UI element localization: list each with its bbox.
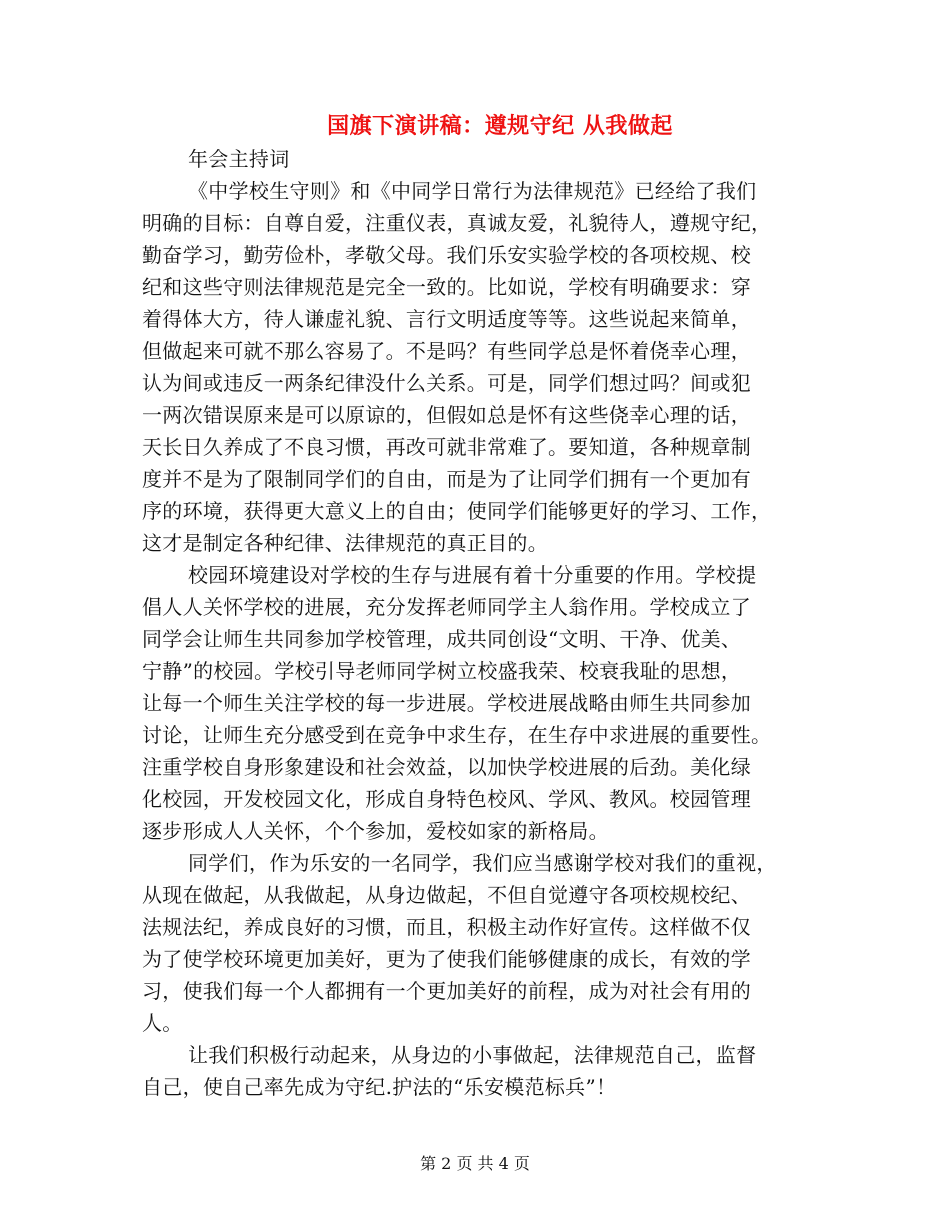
text-line: 讨论，让师生充分感受到在竞争中求生存，在生存中求进展的重要性。 (142, 723, 772, 747)
text-line: 人。 (142, 1011, 183, 1035)
text-line: 法规法纪，养成良好的习惯，而且，积极主动作好宣传。这样做不仅 (142, 915, 751, 939)
text-line: 但做起来可就不那么容易了。不是吗？有些同学总是怀着侥幸心理， (142, 339, 751, 363)
text-line: 天长日久养成了不良习惯，再改可就非常难了。要知道，各种规章制 (142, 435, 751, 459)
text-line: 勤奋学习，勤劳俭朴，孝敬父母。我们乐安实验学校的各项校规、校 (142, 243, 751, 267)
text-line: 明确的目标：自尊自爱，注重仪表，真诚友爱，礼貌待人，遵规守纪， (142, 211, 772, 235)
text-line: 让我们积极行动起来，从身边的小事做起，法律规范自己，监督 (188, 1043, 757, 1067)
text-line: 倡人人关怀学校的进展，充分发挥老师同学主人翁作用。学校成立了 (142, 595, 751, 619)
text-line: 自己，使自己率先成为守纪.护法的“乐安模范标兵”！ (142, 1075, 617, 1099)
text-line: 逐步形成人人关怀，个个参加，爱校如家的新格局。 (142, 819, 609, 843)
text-line: 从现在做起，从我做起，从身边做起，不但自觉遵守各项校规校纪、 (142, 883, 751, 907)
text-line: 纪和这些守则法律规范是完全一致的。比如说，学校有明确要求：穿 (142, 275, 751, 299)
text-line: 习，使我们每一个人都拥有一个更加美好的前程，成为对社会有用的 (142, 979, 751, 1003)
text-line: 化校园，开发校园文化，形成自身特色校风、学风、教风。校园管理 (142, 787, 751, 811)
text-line: 年会主持词 (188, 147, 290, 171)
text-line: 同学们，作为乐安的一名同学，我们应当感谢学校对我们的重视， (188, 851, 777, 875)
text-line: 校园环境建设对学校的生存与进展有着十分重要的作用。学校提 (188, 563, 757, 587)
text-line: 《中学校生守则》和《中同学日常行为法律规范》已经给了我们 (188, 179, 757, 203)
text-line: 一两次错误原来是可以原谅的，但假如总是怀有这些侥幸心理的话， (142, 403, 751, 427)
page-footer: 第 2 页 共 4 页 (420, 1154, 530, 1173)
text-line: 着得体大方，待人谦虚礼貌、言行文明适度等等。这些说起来简单， (142, 307, 751, 331)
text-line: 宁静”的校园。学校引导老师同学树立校盛我荣、校衰我耻的思想， (142, 659, 742, 683)
document-body (142, 143, 810, 1103)
text-line: 让每一个师生关注学校的每一步进展。学校进展战略由师生共同参加 (142, 691, 751, 715)
text-line: 序的环境，获得更大意义上的自由；使同学们能够更好的学习、工作， (142, 499, 772, 523)
text-line: 这才是制定各种纪律、法律规范的真正目的。 (142, 531, 548, 555)
text-line: 为了使学校环境更加美好，更为了使我们能够健康的成长，有效的学 (142, 947, 751, 971)
text-line: 认为间或违反一两条纪律没什么关系。可是，同学们想过吗？间或犯 (142, 371, 751, 395)
text-line: 同学会让师生共同参加学校管理，成共同创设“文明、干净、优美、 (142, 627, 742, 651)
text-line: 注重学校自身形象建设和社会效益，以加快学校进展的后劲。美化绿 (142, 755, 751, 779)
document-title: 国旗下演讲稿：遵规守纪 从我做起 (327, 114, 673, 139)
text-line: 度并不是为了限制同学们的自由，而是为了让同学们拥有一个更加有 (142, 467, 751, 491)
